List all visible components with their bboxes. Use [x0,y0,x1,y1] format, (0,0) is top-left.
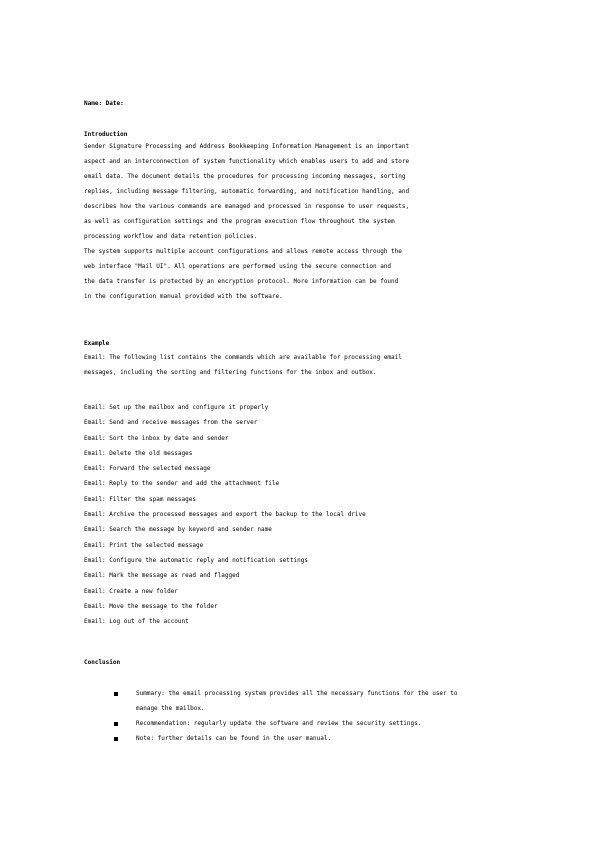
command-line: Email: Delete the old messages [84,449,193,457]
paragraph-line: as well as configuration settings and the program execution flow throughout the system [84,218,395,225]
paragraph-line: The system supports multiple account configurations and allows remote access through the [84,248,402,255]
command-line: Email: Print the selected message [84,541,204,549]
command-line: Email: Log out of the account [84,618,189,626]
conclusion-bullet-list [112,686,532,746]
paragraph-line: Sender Signature Processing and Address Bookkeeping Information Management is an important [84,143,410,150]
command-line: Email: Filter the spam messages [84,495,196,503]
command-line: Email: Configure the automatic reply and notification settings [84,556,308,564]
section-heading-example: Example [84,340,110,347]
command-list [84,400,514,629]
paragraph-introduction [84,139,514,244]
command-line: Email: Search the message by keyword and sender name [84,526,272,534]
bullet-text: manage the mailbox. [136,705,205,712]
paragraph-line: processing workflow and data retention policies. [84,233,258,240]
paragraph-line: email data. The document details the procedures for processing incoming messages, sorting [84,173,406,180]
paragraph-line: messages, including the sorting and filtering functions for the inbox and outbox. [84,369,377,376]
paragraph-line: aspect and an interconnection of system functionality which enables users to add and store [84,158,410,165]
bullet-text: Recommendation: regularly update the software and review the security settings. [136,720,422,727]
paragraph-line: in the configuration manual provided with the software. [84,293,283,300]
command-line: Email: Move the message to the folder [84,602,218,610]
bullet-item [112,731,532,746]
bullet-item [112,686,532,716]
paragraph-line: web interface "Mail UI". All operations are performed using the secure connection and [84,263,392,270]
section-heading-conclusion: Conclusion [84,659,121,666]
paragraph-line: describes how the various commands are managed and processed in response to user requests, [84,203,410,210]
bullet-text: Note: further details can be found in the user manual. [136,735,332,742]
bullet-icon [114,722,118,726]
paragraph-line: the data transfer is protected by an encryption protocol. More information can be found [84,278,399,285]
command-line: Email: Forward the selected message [84,465,211,473]
paragraph-line: Email: The following list contains the commands which are available for processing email [84,354,402,361]
bullet-item [112,716,532,731]
bullet-icon [114,692,118,696]
paragraph-line: replies, including message filtering, automatic forwarding, and notification handling, and [84,188,410,195]
command-line: Email: Set up the mailbox and configure it properly [84,404,269,411]
command-line: Email: Archive the processed messages and export the backup to the local drive [84,511,366,519]
command-line: Email: Reply to the sender and add the attachment file [84,480,280,488]
command-line: Email: Send and receive messages from the server [84,419,258,427]
command-line: Email: Sort the inbox by date and sender [84,434,229,442]
section-heading-introduction: Introduction [84,131,128,138]
command-line: Email: Create a new folder [84,587,178,595]
paragraph-example-intro [84,350,514,380]
command-line: Email: Mark the message as read and flagged [84,572,240,580]
bullet-icon [114,737,118,741]
bullet-text: Summary: the email processing system provides all the necessary functions for the user to [136,690,458,697]
paragraph-details [84,244,514,304]
document-title: Name: Date: [84,100,124,107]
